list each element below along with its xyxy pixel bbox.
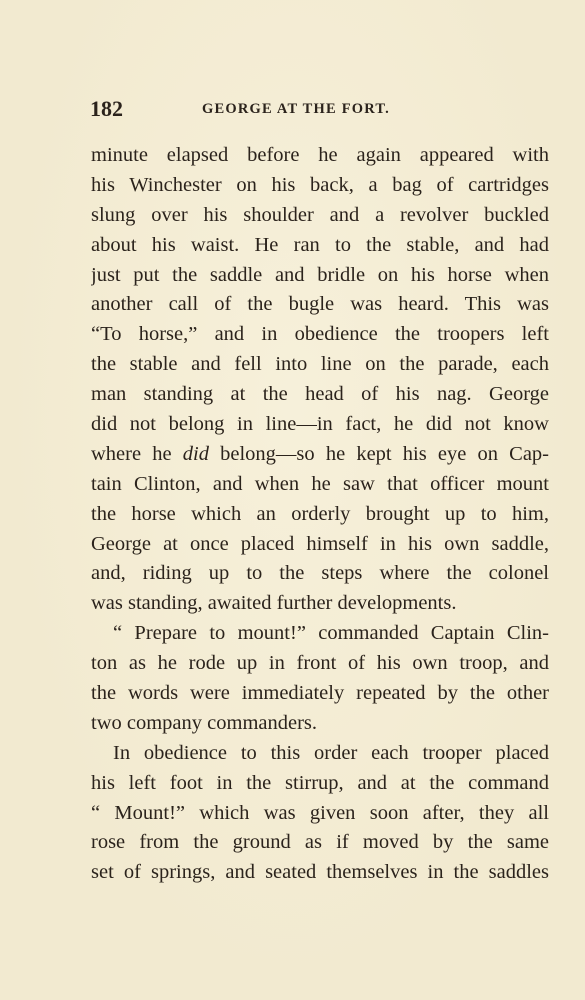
running-head: GEORGE AT THE FORT. [202,101,391,117]
text-line: his Winchester on his back, a bag of cartridges [91,173,549,196]
text-line: man standing at the head of his nag. George [91,383,549,406]
text-line: about his waist. He ran to the stable, and had [91,233,549,256]
text-line: ton as he rode up in front of his own troop, and [91,652,549,675]
body-text [91,141,549,888]
text-line: the stable and fell into line on the parade, each [91,353,549,376]
text-line: the words were immediately repeated by the other [91,682,549,705]
page-header [90,96,550,124]
text-line: “ Prepare to mount!” commanded Captain Clin- [113,622,549,645]
text-line: George at once placed himself in his own saddle, [91,532,549,555]
text-line: the horse which an orderly brought up to him, [91,502,549,525]
text-line: his left foot in the stirrup, and at the command [91,771,549,794]
page-number: 182 [90,96,123,121]
text-line: “To horse,” and in obedience the troopers left [91,323,549,346]
text-line: was standing, awaited further developments. [91,592,457,615]
text-line: slung over his shoulder and a revolver buckled [91,203,549,226]
emphasis: did [182,442,209,465]
text-line: just put the saddle and bridle on his horse when [91,263,549,286]
text-line: tain Clinton, and when he saw that officer mount [91,472,549,495]
text-line: In obedience to this order each trooper placed [113,741,549,764]
text-line: another call of the bugle was heard. This was [91,293,549,316]
text-line: where he did belong—so he kept his eye on Cap- [91,442,549,465]
text-line: did not belong in line—in fact, he did not know [91,413,549,436]
text-line: “ Mount!” which was given soon after, they all [91,801,549,824]
text-line: and, riding up to the steps where the colonel [91,562,549,585]
text-line: two company commanders. [91,711,318,734]
text-line: set of springs, and seated themselves in the saddles [91,861,549,884]
text-line: rose from the ground as if moved by the same [91,831,549,854]
text-line: minute elapsed before he again appeared with [91,144,549,166]
